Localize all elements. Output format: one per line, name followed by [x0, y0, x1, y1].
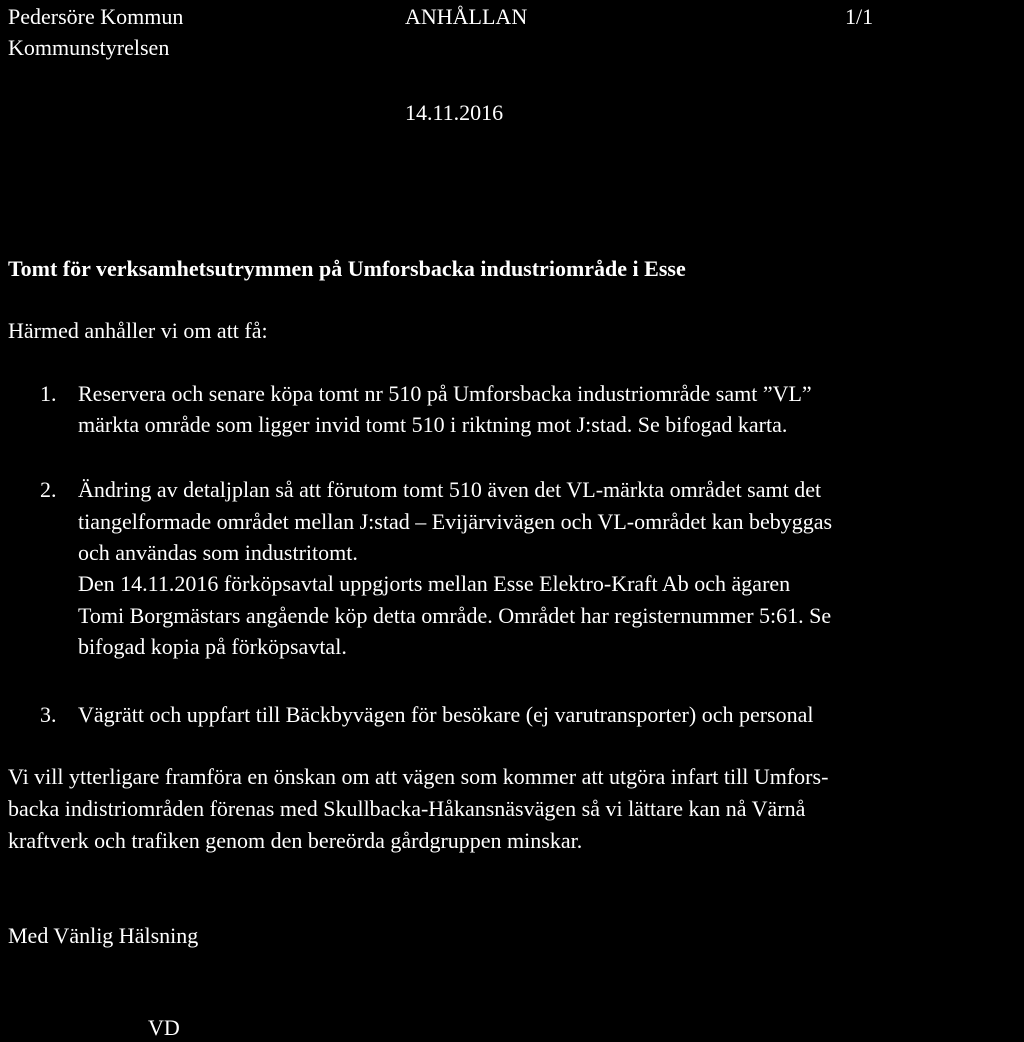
- intro-text: Härmed anhåller vi om att få:: [8, 318, 268, 343]
- list-item-line: Tomi Borgmästars angående köp detta område. Området har registernummer 5:61. Se: [78, 603, 832, 628]
- document-type: ANHÅLLAN: [405, 4, 528, 29]
- page-number: 1/1: [845, 4, 874, 29]
- list-item: [0, 380, 1024, 440]
- list-item-number: 1.: [40, 381, 57, 406]
- closing-paragraph-line: kraftverk och trafiken genom den bereörda gårdgruppen minskar.: [8, 828, 583, 853]
- list-item-line: märkta område som ligger invid tomt 510 i riktning mot J:stad. Se bifogad karta.: [78, 412, 788, 437]
- list-item-line: tiangelformade området mellan J:stad – Evijärvivägen och VL-området kan bebyggas: [78, 509, 833, 534]
- list-item-number: 3.: [40, 702, 57, 727]
- closing-paragraph-line: Vi vill ytterligare framföra en önskan om att vägen som kommer att utgöra infart till Umfors-: [8, 764, 829, 789]
- list-item-number: 2.: [40, 477, 57, 502]
- list-item-line: Ändring av detaljplan så att förutom tomt 510 även det VL-märkta området samt det: [78, 477, 822, 502]
- department-name: Kommunstyrelsen: [8, 35, 170, 60]
- list-item: [0, 701, 1024, 731]
- greeting: Med Vänlig Hälsning: [8, 923, 199, 948]
- list-item-line: Vägrätt och uppfart till Bäckbyvägen för besökare (ej varutransporter) och personal: [78, 702, 814, 727]
- signature-title: VD: [148, 1015, 180, 1040]
- list-item: [0, 476, 1024, 666]
- list-item-line: och användas som industritomt.: [78, 540, 358, 565]
- document-title: Tomt för verksamhetsutrymmen på Umforsbacka industriområde i Esse: [8, 256, 686, 281]
- document-date: 14.11.2016: [405, 100, 504, 125]
- list-item-line: Den 14.11.2016 förköpsavtal uppgjorts mellan Esse Elektro-Kraft Ab och ägaren: [78, 571, 791, 596]
- closing-paragraph-line: backa indistriområden förenas med Skullbacka-Håkansnäsvägen så vi lättare kan nå Värnå: [8, 796, 806, 821]
- list-item-line: bifogad kopia på förköpsavtal.: [78, 634, 347, 659]
- list-item-line: Reservera och senare köpa tomt nr 510 på Umforsbacka industriområde samt ”VL”: [78, 381, 812, 406]
- organization-name: Pedersöre Kommun: [8, 4, 184, 29]
